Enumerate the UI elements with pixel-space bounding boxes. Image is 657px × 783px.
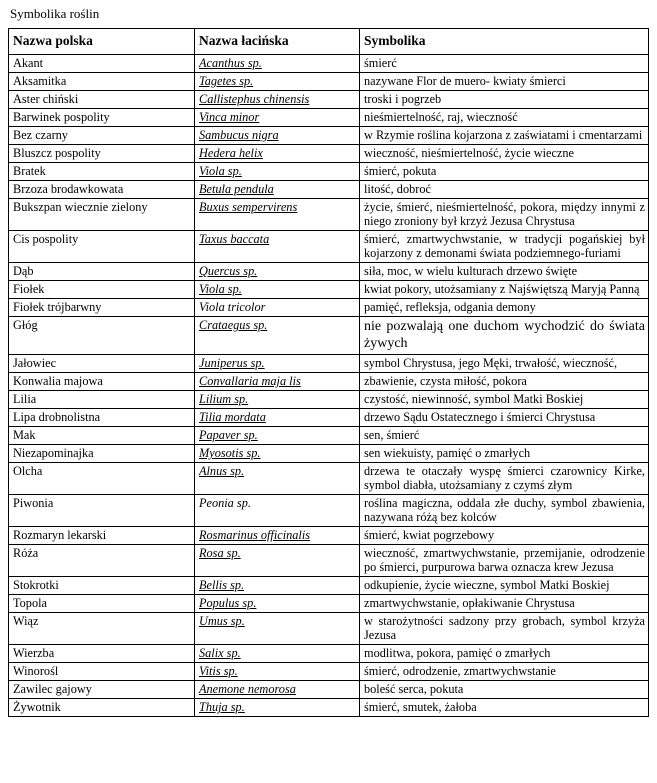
cell-latin-name: Vitis sp. bbox=[195, 663, 360, 681]
cell-symbolism: zbawienie, czysta miłość, pokora bbox=[360, 373, 649, 391]
cell-polish-name: Fiołek trójbarwny bbox=[9, 299, 195, 317]
cell-polish-name: Głóg bbox=[9, 317, 195, 355]
cell-polish-name: Akant bbox=[9, 55, 195, 73]
table-row bbox=[9, 463, 649, 495]
cell-latin-name: Viola sp. bbox=[195, 281, 360, 299]
cell-latin-name: Papaver sp. bbox=[195, 427, 360, 445]
table-row bbox=[9, 391, 649, 409]
cell-polish-name: Jałowiec bbox=[9, 355, 195, 373]
cell-symbolism: śmierć bbox=[360, 55, 649, 73]
table-row bbox=[9, 645, 649, 663]
header-row bbox=[9, 29, 649, 55]
cell-symbolism: kwiat pokory, utożsamiany z Najświętszą Maryją Panną bbox=[360, 281, 649, 299]
cell-polish-name: Lipa drobnolistna bbox=[9, 409, 195, 427]
cell-polish-name: Konwalia majowa bbox=[9, 373, 195, 391]
table-row bbox=[9, 527, 649, 545]
cell-symbolism: sen, śmierć bbox=[360, 427, 649, 445]
table-row bbox=[9, 427, 649, 445]
cell-polish-name: Wiąz bbox=[9, 613, 195, 645]
cell-polish-name: Wierzba bbox=[9, 645, 195, 663]
cell-latin-name: Viola tricolor bbox=[195, 299, 360, 317]
table-row bbox=[9, 355, 649, 373]
cell-polish-name: Bez czarny bbox=[9, 127, 195, 145]
table-row bbox=[9, 409, 649, 427]
cell-polish-name: Brzoza brodawkowata bbox=[9, 181, 195, 199]
plant-symbolism-table bbox=[8, 28, 649, 717]
table-row bbox=[9, 109, 649, 127]
cell-symbolism: wieczność, zmartwychwstanie, przemijanie, odrodzenie po śmierci, purpurowa barwa oznacza krew Jezusa bbox=[360, 545, 649, 577]
table-header bbox=[9, 29, 649, 55]
cell-polish-name: Bukszpan wiecznie zielony bbox=[9, 199, 195, 231]
table-row bbox=[9, 145, 649, 163]
cell-latin-name: Tagetes sp. bbox=[195, 73, 360, 91]
cell-latin-name: Betula pendula bbox=[195, 181, 360, 199]
cell-symbolism: siła, moc, w wielu kulturach drzewo święte bbox=[360, 263, 649, 281]
cell-latin-name: Rosa sp. bbox=[195, 545, 360, 577]
table-row bbox=[9, 663, 649, 681]
cell-polish-name: Bluszcz pospolity bbox=[9, 145, 195, 163]
table-row bbox=[9, 317, 649, 355]
cell-symbolism: drzewo Sądu Ostatecznego i śmierci Chrystusa bbox=[360, 409, 649, 427]
cell-polish-name: Zawilec gajowy bbox=[9, 681, 195, 699]
cell-polish-name: Niezapominajka bbox=[9, 445, 195, 463]
cell-symbolism: w Rzymie roślina kojarzona z zaświatami i cmentarzami bbox=[360, 127, 649, 145]
cell-latin-name: Lilium sp. bbox=[195, 391, 360, 409]
cell-polish-name: Rozmaryn lekarski bbox=[9, 527, 195, 545]
cell-latin-name: Alnus sp. bbox=[195, 463, 360, 495]
cell-latin-name: Sambucus nigra bbox=[195, 127, 360, 145]
cell-latin-name: Callistephus chinensis bbox=[195, 91, 360, 109]
cell-symbolism: śmierć, pokuta bbox=[360, 163, 649, 181]
cell-polish-name: Stokrotki bbox=[9, 577, 195, 595]
cell-symbolism: troski i pogrzeb bbox=[360, 91, 649, 109]
cell-latin-name: Thuja sp. bbox=[195, 699, 360, 717]
cell-latin-name: Juniperus sp. bbox=[195, 355, 360, 373]
cell-symbolism: symbol Chrystusa, jego Męki, trwałość, wieczność, bbox=[360, 355, 649, 373]
cell-latin-name: Populus sp. bbox=[195, 595, 360, 613]
cell-latin-name: Acanthus sp. bbox=[195, 55, 360, 73]
cell-symbolism: śmierć, smutek, żałoba bbox=[360, 699, 649, 717]
cell-polish-name: Topola bbox=[9, 595, 195, 613]
cell-polish-name: Dąb bbox=[9, 263, 195, 281]
cell-latin-name: Convallaria maja lis bbox=[195, 373, 360, 391]
cell-symbolism: śmierć, odrodzenie, zmartwychwstanie bbox=[360, 663, 649, 681]
cell-latin-name: Quercus sp. bbox=[195, 263, 360, 281]
cell-latin-name: Buxus sempervirens bbox=[195, 199, 360, 231]
table-row bbox=[9, 445, 649, 463]
cell-polish-name: Róża bbox=[9, 545, 195, 577]
cell-latin-name: Viola sp. bbox=[195, 163, 360, 181]
cell-symbolism: życie, śmierć, nieśmiertelność, pokora, między innymi z niego zroniony był krzyż Jezusa Chrystusa bbox=[360, 199, 649, 231]
cell-polish-name: Bratek bbox=[9, 163, 195, 181]
table-row bbox=[9, 55, 649, 73]
column-header-latin-name: Nazwa łacińska bbox=[195, 29, 360, 55]
table-row bbox=[9, 199, 649, 231]
cell-symbolism: zmartwychwstanie, opłakiwanie Chrystusa bbox=[360, 595, 649, 613]
table-row bbox=[9, 699, 649, 717]
cell-latin-name: Peonia sp. bbox=[195, 495, 360, 527]
column-header-polish-name: Nazwa polska bbox=[9, 29, 195, 55]
table-row bbox=[9, 73, 649, 91]
column-header-symbolism: Symbolika bbox=[360, 29, 649, 55]
cell-symbolism: nieśmiertelność, raj, wieczność bbox=[360, 109, 649, 127]
table-row bbox=[9, 127, 649, 145]
cell-polish-name: Lilia bbox=[9, 391, 195, 409]
table-row bbox=[9, 545, 649, 577]
table-row bbox=[9, 263, 649, 281]
cell-latin-name: Umus sp. bbox=[195, 613, 360, 645]
table-body bbox=[9, 55, 649, 717]
cell-symbolism: śmierć, zmartwychwstanie, w tradycji pogańskiej był kojarzony z demonami świata podziemnego-furiami bbox=[360, 231, 649, 263]
table-row bbox=[9, 299, 649, 317]
cell-symbolism: czystość, niewinność, symbol Matki Boskiej bbox=[360, 391, 649, 409]
cell-latin-name: Crataegus sp. bbox=[195, 317, 360, 355]
table-row bbox=[9, 163, 649, 181]
cell-symbolism: śmierć, kwiat pogrzebowy bbox=[360, 527, 649, 545]
cell-symbolism: sen wiekuisty, pamięć o zmarłych bbox=[360, 445, 649, 463]
cell-polish-name: Barwinek pospolity bbox=[9, 109, 195, 127]
cell-polish-name: Aster chiński bbox=[9, 91, 195, 109]
table-row bbox=[9, 231, 649, 263]
cell-symbolism: wieczność, nieśmiertelność, życie wieczne bbox=[360, 145, 649, 163]
cell-symbolism: odkupienie, życie wieczne, symbol Matki Boskiej bbox=[360, 577, 649, 595]
cell-symbolism: boleść serca, pokuta bbox=[360, 681, 649, 699]
cell-symbolism: roślina magiczna, oddala złe duchy, symbol zbawienia, nazywana różą bez kolców bbox=[360, 495, 649, 527]
cell-polish-name: Fiołek bbox=[9, 281, 195, 299]
table-row bbox=[9, 595, 649, 613]
cell-latin-name: Salix sp. bbox=[195, 645, 360, 663]
cell-symbolism: litość, dobroć bbox=[360, 181, 649, 199]
cell-polish-name: Aksamitka bbox=[9, 73, 195, 91]
cell-polish-name: Winorośl bbox=[9, 663, 195, 681]
cell-latin-name: Anemone nemorosa bbox=[195, 681, 360, 699]
table-row bbox=[9, 91, 649, 109]
cell-polish-name: Piwonia bbox=[9, 495, 195, 527]
cell-symbolism: nazywane Flor de muero- kwiaty śmierci bbox=[360, 73, 649, 91]
table-row bbox=[9, 281, 649, 299]
table-row bbox=[9, 373, 649, 391]
cell-polish-name: Żywotnik bbox=[9, 699, 195, 717]
table-row bbox=[9, 181, 649, 199]
table-row bbox=[9, 495, 649, 527]
cell-symbolism: nie pozwalają one duchom wychodzić do świata żywych bbox=[360, 317, 649, 355]
cell-symbolism: w starożytności sadzony przy grobach, symbol krzyża Jezusa bbox=[360, 613, 649, 645]
cell-polish-name: Olcha bbox=[9, 463, 195, 495]
cell-polish-name: Cis pospolity bbox=[9, 231, 195, 263]
cell-latin-name: Hedera helix bbox=[195, 145, 360, 163]
table-row bbox=[9, 613, 649, 645]
cell-symbolism: modlitwa, pokora, pamięć o zmarłych bbox=[360, 645, 649, 663]
cell-latin-name: Vinca minor bbox=[195, 109, 360, 127]
cell-polish-name: Mak bbox=[9, 427, 195, 445]
cell-latin-name: Bellis sp. bbox=[195, 577, 360, 595]
cell-symbolism: drzewa te otaczały wyspę śmierci czarownicy Kirke, symbol diabła, utożsamiany z czymś złym bbox=[360, 463, 649, 495]
table-row bbox=[9, 577, 649, 595]
cell-symbolism: pamięć, refleksja, odgania demony bbox=[360, 299, 649, 317]
cell-latin-name: Tilia mordata bbox=[195, 409, 360, 427]
cell-latin-name: Rosmarinus officinalis bbox=[195, 527, 360, 545]
cell-latin-name: Myosotis sp. bbox=[195, 445, 360, 463]
page-title: Symbolika roślin bbox=[10, 6, 100, 21]
table-row bbox=[9, 681, 649, 699]
cell-latin-name: Taxus baccata bbox=[195, 231, 360, 263]
